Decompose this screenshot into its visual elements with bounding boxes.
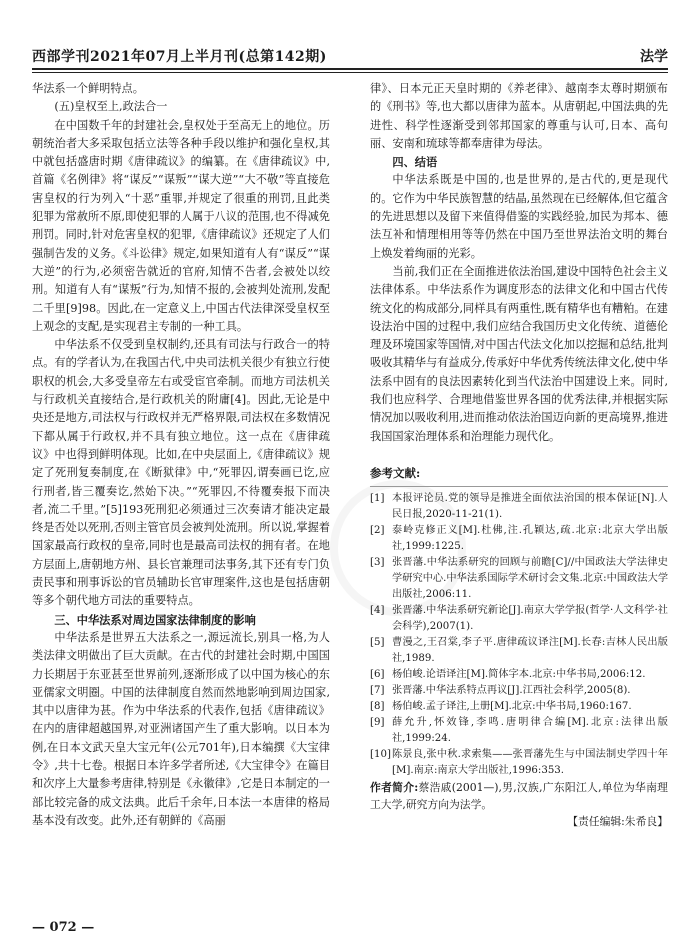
reference-number: [3] bbox=[370, 557, 385, 569]
reference-item bbox=[370, 715, 668, 747]
paragraph: 中华法系是世界五大法系之一,源远流长,别具一格,为人类法律文明做出了巨大贡献。在古代的封建社会时期,中国国力长期居于东亚甚至世界前列,逐渐形成了以中国为核心的东亚儒家文明圈。中国的法律制度自然而然地影响到周边国家,其中以唐律为甚。作为中华法系的代表作,包括《唐律疏议》在内的唐律超越国界,对亚洲诸国产生了重大影响。以日本为例,在日本文武天皇大宝元年(公元701年),日本编撰《大宝律令》,共十七卷。根据日本许多学者所述,《大宝律令》在篇目和次序上大量参考唐律,特别是《永徽律》,它是日本制定的一部比较完备的成文法典。此后千余年,日本法一本唐律的格局基本没有改变。此外,还有朝鲜的《高丽 bbox=[32, 630, 330, 827]
left-column bbox=[32, 80, 330, 830]
paragraph: 当前,我们正在全面推进依法治国,建设中国特色社会主义法律体系。中华法系作为调度形态的法律文化和中国古代传统文化的构成部分,同样具有两重性,既有精华也有糟粕。在建设法治中国的过程中,我们应结合我国历史文化传统、道德伦理及环境国家等国情,对中国古代法文化加以挖掘和总结,批判吸收其精华与有益成分,传承好中华优秀传统法律文化,使中华法系中固有的良法因素转化到当代法治中国建设上来。同时,我们也应科学、合理地借鉴世界各国的优秀法律,并根据实际情况加以吸收利用,进而推动依法治国迈向新的更高境界,推进我国国家治理体系和治理能力现代化。 bbox=[370, 264, 669, 443]
reference-number: [1] bbox=[370, 493, 385, 505]
author-bio-text: 蔡浩戚(2001—),男,汉族,广东阳江人,单位为华南理工大学,研究方向为法学。 bbox=[370, 781, 668, 812]
reference-item bbox=[370, 683, 668, 699]
references-title: 参考文献: bbox=[370, 465, 421, 480]
author-bio-label: 作者简介: bbox=[370, 781, 419, 795]
reference-number: [7] bbox=[370, 685, 385, 697]
reference-number: [6] bbox=[370, 669, 385, 681]
reference-text: 薛允升,怀效锋,李鸣.唐明律合编[M].北京:法律出版社,1999:24. bbox=[392, 717, 668, 745]
header-rule-thin bbox=[32, 72, 668, 73]
reference-number: [2] bbox=[370, 525, 385, 537]
paragraph: 华法系一个鲜明特点。 bbox=[32, 82, 144, 95]
author-bio bbox=[370, 779, 668, 813]
paragraph: 律》、日本元正天皇时期的《养老律》、越南李太尊时期颁布的《刑书》等,也大都以唐律为蓝本。从唐朝起,中国法典的先进性、科学性逐渐受到邻邦国家的尊重与认可,日本、高句丽、安南和琉球等都奉唐律为母法。 bbox=[370, 82, 668, 150]
paragraph: 在中国数千年的封建社会,皇权处于至高无上的地位。历朝统治者大多采取包括立法等各种手段以维护和强化皇权,其中就包括盛唐时期《唐律疏议》的编纂。在《唐律疏议》中,首篇《名例律》将“谋反”“谋叛”“谋大逆”“大不敬”等直接危害皇权的行为列入“十恶”重罪,并规定了很重的刑罚,且此类犯罪为常赦所不原,即使犯罪的人属于八议的范围,也不得减免刑罚。同时,针对危害皇权的犯罪,《唐律疏议》还规定了人们强制告发的义务。《斗讼律》规定,如果知道有人有“谋反”“谋大逆”的行为,必须密告就近的官府,知情不告者,会被处以绞刑。知道有人有“谋叛”行为,知情不报的,会被判处流刑,发配二千里[9]98。因此,在一定意义上,中国古代法律深受皇权至上观念的支配,是实现君主专制的一种工具。 bbox=[32, 118, 330, 333]
references-divider bbox=[370, 486, 668, 487]
reference-text: 张晋藩.中华法系研究的回顾与前瞻[C]//中国政法大学法律史学研究中心.中华法系国际学术研讨会文集.北京:中国政法大学出版社,2006:11. bbox=[392, 557, 668, 601]
reference-item bbox=[370, 555, 668, 603]
header-rule-thick bbox=[32, 68, 668, 70]
reference-text: 泰岭克修正义[M].杜佛,注.孔颖达,疏.北京:北京大学出版社,1999:1225. bbox=[392, 525, 668, 553]
section-label: 法学 bbox=[640, 49, 668, 65]
reference-text: 曹漫之,王召棠,李子平.唐律疏议译注[M].长春:吉林人民出版社,1989. bbox=[392, 637, 668, 665]
responsible-editor: 【责任编辑:朱希良】 bbox=[567, 815, 668, 829]
reference-number: [8] bbox=[370, 701, 385, 713]
reference-text: 本报评论员.党的领导是推进全面依法治国的根本保证[N].人民日报,2020-11-21(1). bbox=[392, 493, 668, 521]
reference-number: [4] bbox=[370, 605, 385, 617]
reference-list bbox=[370, 491, 668, 779]
reference-item bbox=[370, 667, 668, 683]
reference-text: 张晋藩.中华法系研究新论[J].南京大学学报(哲学·人文科学·社会科学),2007(1). bbox=[392, 605, 668, 633]
right-column bbox=[370, 80, 668, 832]
reference-text: 陈景良,张中秋.求索集——张晋藩先生与中国法制史学四十年[M].南京:南京大学出版社,1996:353. bbox=[392, 749, 668, 777]
reference-number: [9] bbox=[370, 717, 385, 729]
reference-text: 张晋藩.中华法系特点再议[J].江西社会科学,2005(8). bbox=[392, 685, 631, 697]
reference-number: [10] bbox=[370, 749, 391, 761]
section-heading: 三、中华法系对周边国家法律制度的影响 bbox=[54, 612, 256, 627]
reference-item bbox=[370, 603, 668, 635]
reference-number: [5] bbox=[370, 637, 385, 649]
reference-item bbox=[370, 523, 668, 555]
reference-text: 杨伯峻.论语译注[M].简体字本.北京:中华书局,2006:12. bbox=[392, 669, 646, 681]
running-header bbox=[32, 46, 668, 68]
section-heading: 四、结语 bbox=[392, 155, 438, 170]
paragraph: 中华法系不仅受到皇权制约,还具有司法与行政合一的特点。有的学者认为,在我国古代,中央司法机关很少有独立行使职权的机会,大多受皇帝左右或受宦官牵制。而地方司法机关与行政机关直接结合,是行政机关的附庸[4]。因此,无论是中央还是地方,司法权与行政权并无严格界限,司法权在多数情况下都从属于行政权,并不具有独立地位。这一点在《唐律疏议》中也得到鲜明体现。比如,在中央层面上,《唐律疏议》规定了死刑复奏制度,在《断狱律》中,“死罪囚,谓奏画已讫,应行刑者,皆三覆奏讫,然始下决。”“死罪囚,不待覆奏报下而决者,流二千里。”[5]193死刑犯必须通过三次奏请才能决定最终是否处以死刑,否则主管官员会被判处流刑。所以说,掌握着国家最高行政权的皇帝,同时也是最高司法权的拥有者。在地方层面上,唐朝地方州、县长官兼理司法事务,其下还有专门负责民事和刑事诉讼的官员辅助长官审理案件,这也是包括唐朝等多个朝代地方司法的重要特点。 bbox=[32, 338, 330, 608]
page-number: — 072 — bbox=[32, 920, 95, 935]
reference-text: 杨伯峻.孟子译注,上册[M].北京:中华书局,1960:167. bbox=[392, 701, 632, 713]
reference-item bbox=[370, 699, 668, 715]
reference-item bbox=[370, 491, 668, 523]
subsection-heading: (五)皇权至上,政法合一 bbox=[54, 100, 168, 114]
paragraph: 中华法系既是中国的,也是世界的,是古代的,更是现代的。它作为中华民族智慧的结晶,虽然现在已经解体,但它蕴含的先进思想以及留下来值得借鉴的实践经验,加民为邦本、德法互补和情理相用等等仍然在中国乃至世界法治文明的舞台上焕发着绚丽的光彩。 bbox=[370, 173, 668, 260]
reference-item bbox=[370, 635, 668, 667]
reference-item bbox=[370, 747, 668, 779]
journal-title: 西部学刊2021年07月上半月刊(总第142期) bbox=[32, 49, 327, 65]
